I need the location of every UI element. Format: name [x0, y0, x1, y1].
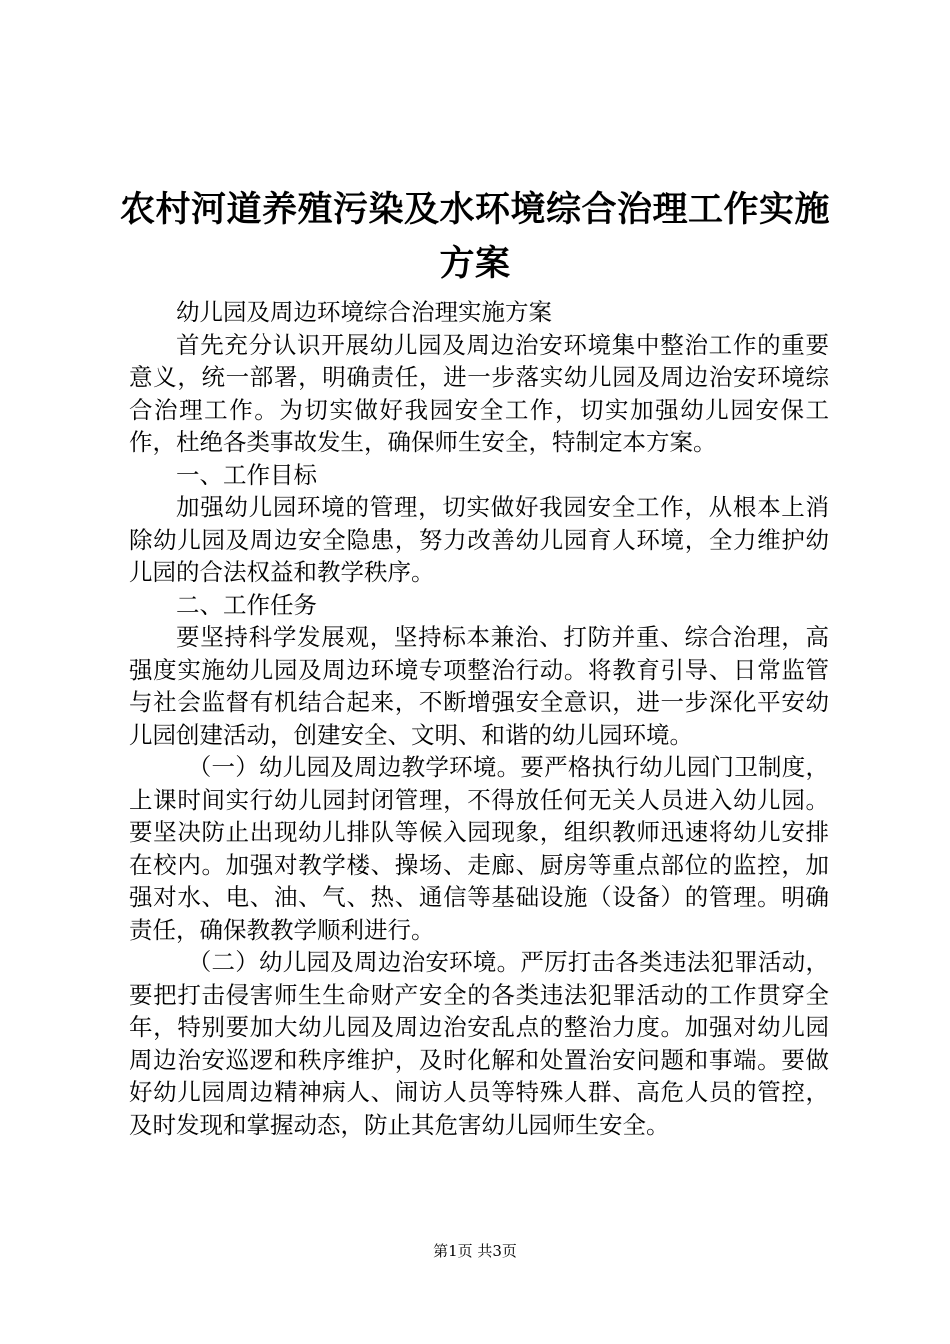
document-body [129, 296, 829, 1141]
page-number-footer: 第1页 共3页 [433, 1242, 517, 1260]
intro-paragraph: 首先充分认识开展幼儿园及周边治安环境集中整治工作的重要意义，统一部署，明确责任，进一步落实幼儿园及周边治安环境综合治理工作。为切实做好我园安全工作，切实加强幼儿园安保工作，杜绝各类事故发生，确保师生安全，特制定本方案。 [129, 330, 829, 456]
document-title-line1: 农村河道养殖污染及水环境综合治理工作实施 [120, 189, 831, 230]
item2-paragraph: （二）幼儿园及周边治安环境。严厉打击各类违法犯罪活动，要把打击侵害师生生命财产安全的各类违法犯罪活动的工作贯穿全年，特别要加大幼儿园及周边治安乱点的整治力度。加强对幼儿园周边治安巡逻和秩序维护，及时化解和处置治安问题和事端。要做好幼儿园周边精神病人、闹访人员等特殊人群、高危人员的管控，及时发现和掌握动态，防止其危害幼儿园师生安全。 [129, 948, 829, 1139]
document-subtitle: 幼儿园及周边环境综合治理实施方案 [176, 298, 552, 326]
section2-paragraph: 要坚持科学发展观，坚持标本兼治、打防并重、综合治理，高强度实施幼儿园及周边环境专项整治行动。将教育引导、日常监管与社会监督有机结合起来，不断增强安全意识，进一步深化平安幼儿园创建活动，创建安全、文明、和谐的幼儿园环境。 [129, 623, 829, 749]
item1-paragraph: （一）幼儿园及周边教学环境。要严格执行幼儿园门卫制度，上课时间实行幼儿园封闭管理，不得放任何无关人员进入幼儿园。要坚决防止出现幼儿排队等候入园现象，组织教师迅速将幼儿安排在校内。加强对教学楼、操场、走廊、厨房等重点部位的监控，加强对水、电、油、气、热、通信等基础设施（设备）的管理。明确责任，确保教教学顺利进行。 [129, 753, 829, 944]
section1-heading: 一、工作目标 [176, 460, 317, 489]
document-title-line2: 方案 [439, 243, 511, 284]
section2-heading: 二、工作任务 [176, 590, 317, 619]
section1-paragraph: 加强幼儿园环境的管理，切实做好我园安全工作，从根本上消除幼儿园及周边安全隐患，努力改善幼儿园育人环境，全力维护幼儿园的合法权益和教学秩序。 [129, 493, 829, 586]
